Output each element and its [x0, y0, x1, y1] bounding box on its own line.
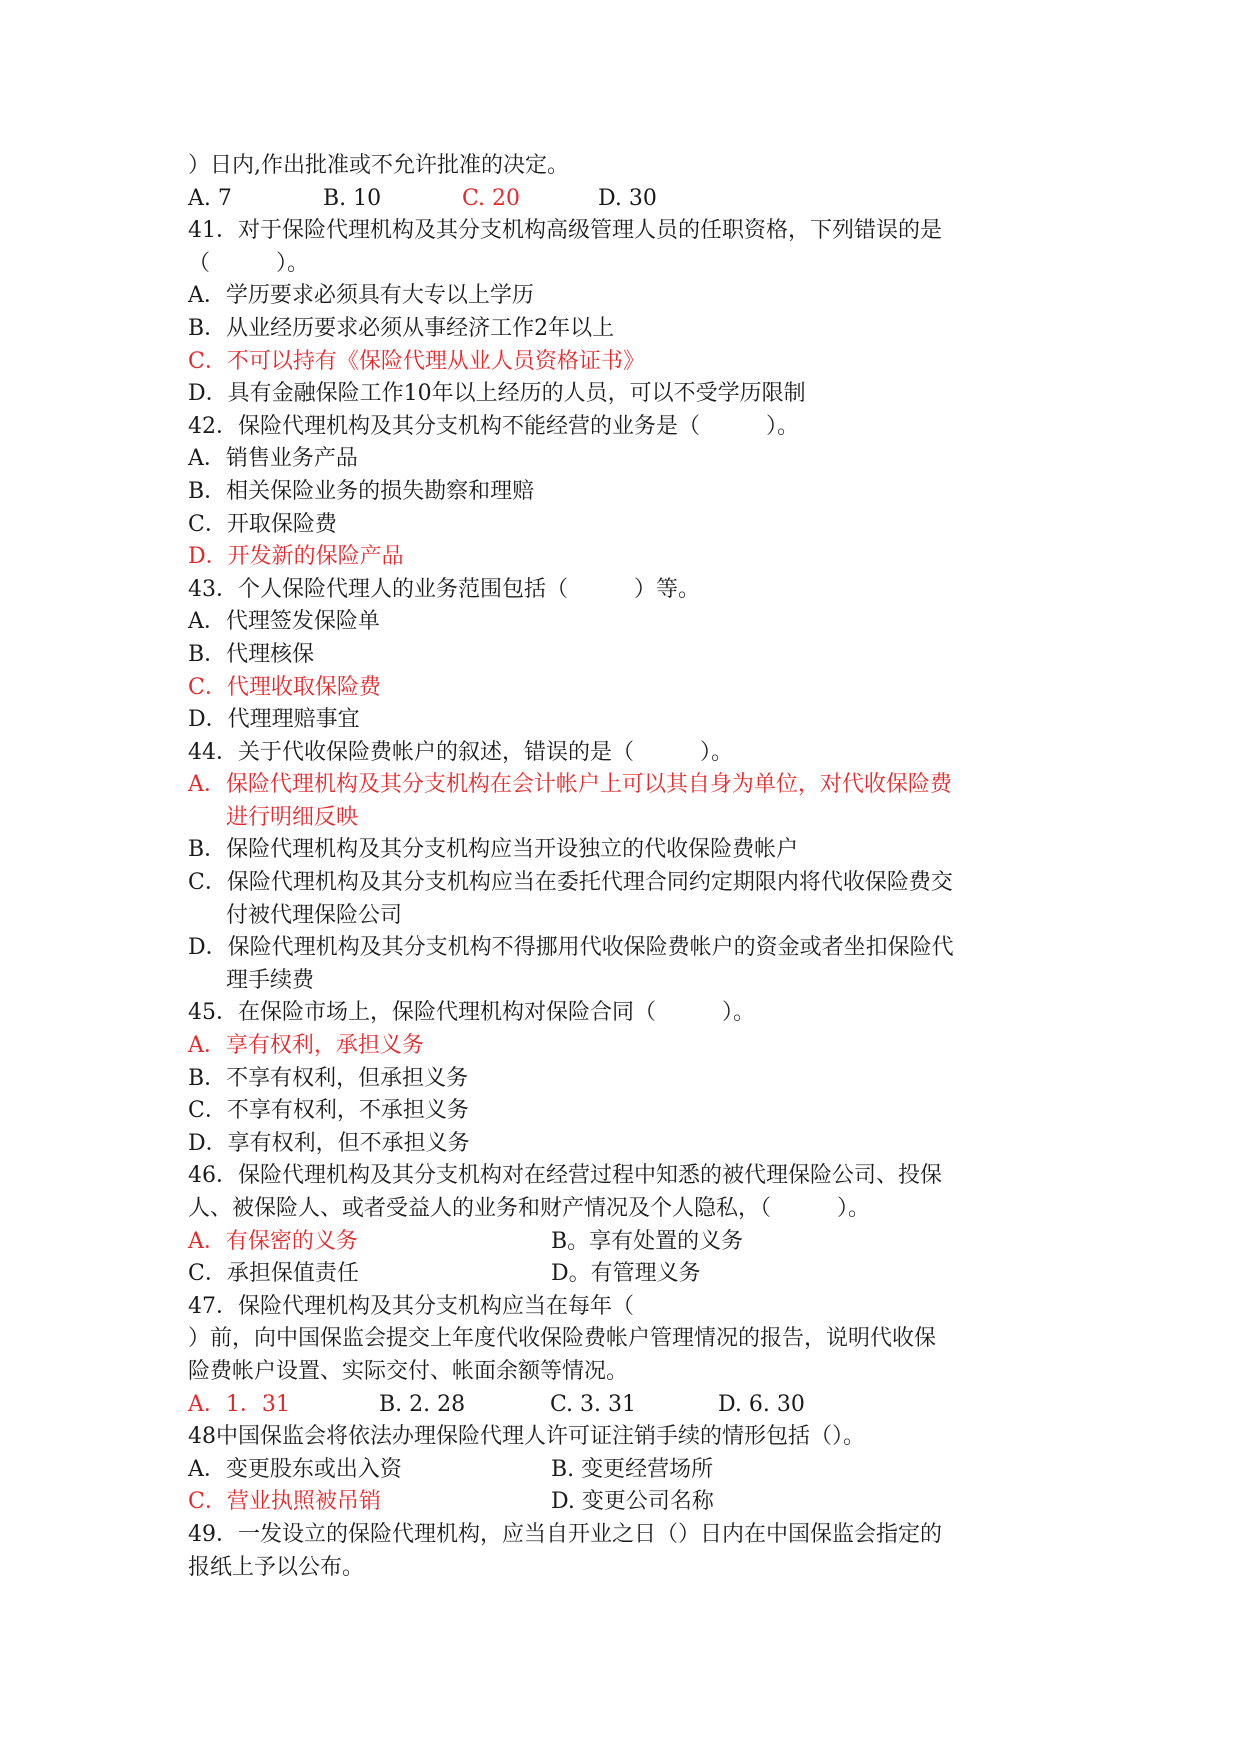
- q48-option-b: B. 变更经营场所: [551, 1456, 714, 1482]
- q47-option-d: D. 6. 30: [718, 1391, 805, 1417]
- q47-stem-line2: ）前，向中国保监会提交上年度代收保险费帐户管理情况的报告，说明代收保: [188, 1326, 937, 1352]
- q47-options: [188, 1389, 1068, 1422]
- q40-option-d: D. 30: [598, 185, 657, 211]
- q44-option-a-answer-line1: A．保险代理机构及其分支机构在会计帐户上可以其自身为单位，对代收保险费: [188, 772, 952, 798]
- q41-option-d: D．具有金融保险工作10年以上经历的人员，可以不受学历限制: [188, 381, 806, 407]
- q48-option-d: D. 变更公司名称: [551, 1489, 714, 1515]
- q40-option-b: B. 10: [323, 185, 382, 211]
- q46-stem-line2: 人、被保险人、或者受益人的业务和财产情况及个人隐私，（ ）。: [188, 1196, 871, 1221]
- q48-option-c-answer: C．营业执照被吊销: [188, 1489, 381, 1515]
- q41-stem-line2: （ ）。: [188, 250, 310, 276]
- q44-option-c-line2: 付被代理保险公司: [226, 902, 403, 928]
- q42-option-b: B．相关保险业务的损失勘察和理赔: [188, 478, 535, 504]
- q48-options-row1: [188, 1454, 1068, 1487]
- q43-option-b: B．代理核保: [188, 641, 315, 667]
- q44-option-a-answer-line2: 进行明细反映: [226, 804, 359, 830]
- q48-stem: 48中国保监会将依法办理保险代理人许可证注销手续的情形包括（）。: [188, 1424, 865, 1450]
- q40-option-c-answer: C. 20: [462, 185, 521, 211]
- q47-option-b: B. 2. 28: [379, 1391, 466, 1417]
- q46-option-d: D。有管理义务: [551, 1261, 701, 1287]
- q43-stem: 43．个人保险代理人的业务范围包括（ ）等。: [188, 576, 700, 602]
- q48-options-row2: [188, 1486, 1068, 1519]
- q45-option-b: B．不享有权利，但承担义务: [188, 1065, 469, 1091]
- q46-options-row1: [188, 1226, 1068, 1259]
- q40-option-a: A. 7: [188, 185, 232, 211]
- q47-stem-line3: 险费帐户设置、实际交付、帐面余额等情况。: [188, 1358, 629, 1384]
- q42-option-a: A．销售业务产品: [188, 446, 358, 472]
- q41-stem-line1: 41．对于保险代理机构及其分支机构高级管理人员的任职资格，下列错误的是: [188, 218, 942, 244]
- q46-option-b: B。享有处置的义务: [551, 1228, 744, 1254]
- q49-stem-line2: 报纸上予以公布。: [188, 1554, 365, 1580]
- q41-option-b: B．从业经历要求必须从事经济工作2年以上: [188, 315, 615, 341]
- q48-option-a: A．变更股东或出入资: [188, 1456, 402, 1482]
- q44-option-c-line1: C．保险代理机构及其分支机构应当在委托代理合同约定期限内将代收保险费交: [188, 870, 953, 896]
- q47-option-c: C. 3. 31: [550, 1391, 637, 1417]
- q45-option-a-answer: A．享有权利，承担义务: [188, 1033, 424, 1059]
- q46-option-c: C．承担保值责任: [188, 1261, 359, 1287]
- q45-option-c: C．不享有权利，不承担义务: [188, 1098, 469, 1124]
- q45-option-d: D．享有权利，但不承担义务: [188, 1130, 470, 1156]
- q47-option-a-answer: A．1．31: [188, 1391, 290, 1417]
- q42-option-c: C．开取保险费: [188, 511, 337, 537]
- q43-option-a: A．代理签发保险单: [188, 609, 380, 635]
- q44-option-d-line2: 理手续费: [226, 967, 315, 993]
- q44-stem: 44．关于代收保险费帐户的叙述，错误的是（ ）。: [188, 739, 733, 765]
- q46-options-row2: [188, 1258, 1068, 1291]
- q45-stem: 45．在保险市场上，保险代理机构对保险合同（ ）。: [188, 1000, 755, 1026]
- q42-option-d-answer: D．开发新的保险产品: [188, 544, 404, 570]
- q44-option-d-line1: D．保险代理机构及其分支机构不得挪用代收保险费帐户的资金或者坐扣保险代: [188, 935, 954, 961]
- q41-option-a: A．学历要求必须具有大专以上学历: [188, 283, 534, 309]
- q42-stem: 42．保险代理机构及其分支机构不能经营的业务是（ ）。: [188, 413, 799, 439]
- q46-stem-line1: 46．保险代理机构及其分支机构对在经营过程中知悉的被代理保险公司、投保: [188, 1163, 942, 1189]
- q40-options: [188, 183, 1068, 216]
- q46-option-a-answer: A．有保密的义务: [188, 1228, 358, 1254]
- q43-option-d: D．代理理赔事宜: [188, 707, 360, 733]
- q47-stem-line1: 47．保险代理机构及其分支机构应当在每年（: [188, 1293, 634, 1319]
- q40-stem-tail: ）日内,作出批准或不允许批准的决定。: [188, 153, 569, 178]
- document-page: [188, 150, 1068, 1584]
- q49-stem-line1: 49．一发设立的保险代理机构，应当自开业之日（）日内在中国保监会指定的: [188, 1521, 942, 1547]
- q41-option-c-answer: C．不可以持有《保险代理从业人员资格证书》: [188, 348, 645, 374]
- q44-option-b: B．保险代理机构及其分支机构应当开设独立的代收保险费帐户: [188, 837, 799, 863]
- q43-option-c-answer: C．代理收取保险费: [188, 674, 381, 700]
